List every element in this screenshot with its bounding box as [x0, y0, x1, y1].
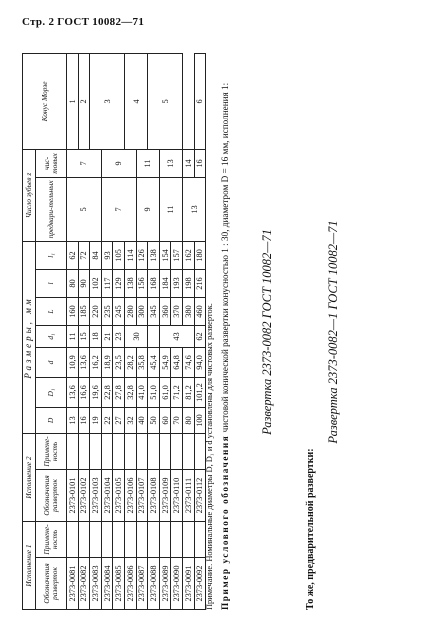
cell-designation-2: 2373-0102: [78, 470, 90, 522]
cell-l: 80: [67, 270, 79, 298]
cell-designation-2: 2373-0103: [90, 470, 102, 522]
cell-teeth-prelim: 9: [136, 177, 159, 241]
cell-L: 370: [171, 298, 183, 326]
cell-application-2: [90, 434, 102, 470]
cell-designation-2: 2373-0112: [194, 470, 206, 522]
cell-d: 45,4: [148, 348, 160, 378]
cell-designation-2: 2373-0104: [101, 470, 113, 522]
cell-designation-1: 2373-0085: [113, 558, 125, 610]
designation-finish: Развертка 2373-0082 ГОСТ 10082—71: [260, 229, 274, 435]
cell-teeth-finish: 14: [182, 149, 194, 177]
rotated-page-content: [22, 18, 392, 610]
cell-d: 54,9: [159, 348, 171, 378]
col-group-sizes: Размеры, мм: [23, 241, 36, 433]
page-header: Стр. 2 ГОСТ 10082—71: [22, 16, 145, 28]
cell-D1: 32,8: [124, 378, 136, 408]
cell-designation-2: 2373-0106: [124, 470, 136, 522]
col-l: l: [36, 270, 67, 298]
cell-d: 13,6: [78, 348, 90, 378]
col-l1: l₁: [36, 241, 67, 269]
cell-L: 185: [78, 298, 90, 326]
cell-cone: 5: [148, 53, 183, 149]
col-group-isp1: Исполнение 1: [23, 522, 36, 610]
cell-d: 18,9: [101, 348, 113, 378]
cell-l1: 72: [78, 241, 90, 269]
cell-designation-1: 2373-0088: [148, 558, 160, 610]
cell-d1: 15: [78, 326, 90, 348]
cell-cone: 3: [90, 53, 125, 149]
cell-application-2: [148, 434, 160, 470]
cell-l1: 114: [124, 241, 136, 269]
cell-teeth-prelim: 13: [182, 177, 205, 241]
table-row: [78, 53, 90, 609]
cell-designation-2: 2373-0110: [171, 470, 183, 522]
col-L: L: [36, 298, 67, 326]
col-D: D: [36, 408, 67, 434]
col-group-teeth: Число зубьев z: [23, 149, 36, 241]
designation-prelim: Развертка 2373-0082—1 ГОСТ 10082—71: [326, 220, 340, 444]
cell-d1: 30: [124, 326, 147, 348]
cell-D1: 22,8: [101, 378, 113, 408]
cell-D1: 27,8: [113, 378, 125, 408]
cell-D1: 13,6: [67, 378, 79, 408]
cell-application-1: [194, 522, 206, 558]
cell-teeth-finish: 16: [194, 149, 206, 177]
cell-designation-1: 2373-0089: [159, 558, 171, 610]
cell-D1: 19,6: [90, 378, 102, 408]
cell-designation-2: 2373-0108: [148, 470, 160, 522]
table-row: [148, 53, 160, 609]
col-application-1: Примене-ность: [36, 522, 67, 558]
cell-L: 220: [90, 298, 102, 326]
cell-l: 198: [182, 270, 194, 298]
cell-application-1: [90, 522, 102, 558]
cell-designation-2: 2373-0101: [67, 470, 79, 522]
cell-d: 16,2: [90, 348, 102, 378]
cell-D1: 71,2: [171, 378, 183, 408]
table-row: [67, 53, 79, 609]
col-teeth-finish: чис-товых: [36, 149, 67, 177]
cell-l1: 162: [182, 241, 194, 269]
cell-cone: 6: [194, 53, 206, 149]
cell-application-2: [194, 434, 206, 470]
cell-d1: 11: [67, 326, 79, 348]
cell-d1: 21: [101, 326, 113, 348]
cell-d: 23,5: [113, 348, 125, 378]
cell-l1: 126: [136, 241, 148, 269]
cell-D: 70: [171, 408, 183, 434]
cell-application-1: [78, 522, 90, 558]
table-row: [124, 53, 136, 609]
col-D1: D₁: [36, 378, 67, 408]
cell-L: 300: [136, 298, 148, 326]
cell-d1: 62: [194, 326, 206, 348]
cell-application-2: [113, 434, 125, 470]
cell-designation-1: 2373-0092: [194, 558, 206, 610]
cell-application-2: [171, 434, 183, 470]
col-d: d: [36, 348, 67, 378]
cell-cone: 2: [78, 53, 90, 149]
cell-D1: 61,0: [159, 378, 171, 408]
col-application-2: Примене-ность: [36, 434, 67, 470]
cell-designation-1: 2373-0090: [171, 558, 183, 610]
col-designation-2: Обозначения разверток: [36, 470, 67, 522]
col-designation-1: Обозначения разверток: [36, 558, 67, 610]
cell-D: 13: [67, 408, 79, 434]
cell-l1: 62: [67, 241, 79, 269]
cell-D: 60: [159, 408, 171, 434]
cell-D: 16: [78, 408, 90, 434]
cell-teeth-finish: 11: [136, 149, 159, 177]
cell-d1: [148, 326, 160, 348]
cell-D: 32: [124, 408, 136, 434]
cell-application-1: [182, 522, 194, 558]
cell-d: 28,2: [124, 348, 136, 378]
cell-application-1: [159, 522, 171, 558]
cell-designation-2: 2373-0107: [136, 470, 148, 522]
cell-l: 117: [101, 270, 113, 298]
cell-d1: 23: [113, 326, 125, 348]
cell-d1: 43: [159, 326, 194, 348]
reamer-dimensions-table: [22, 53, 206, 610]
cell-application-2: [136, 434, 148, 470]
cell-application-2: [67, 434, 79, 470]
cell-application-2: [101, 434, 113, 470]
cell-d1: 18: [90, 326, 102, 348]
cell-l: 90: [78, 270, 90, 298]
cell-designation-1: 2373-0086: [124, 558, 136, 610]
table-row: [90, 53, 102, 609]
col-d1: d₁: [36, 326, 67, 348]
col-teeth-prelim: предвари-тельных: [36, 177, 67, 241]
cell-application-1: [101, 522, 113, 558]
cell-l: 129: [113, 270, 125, 298]
cell-teeth-prelim: 7: [101, 177, 136, 241]
cell-L: 460: [194, 298, 206, 326]
cell-application-2: [124, 434, 136, 470]
cell-application-1: [124, 522, 136, 558]
cell-L: 380: [182, 298, 194, 326]
cell-l: 216: [194, 270, 206, 298]
cell-d: 64,8: [171, 348, 183, 378]
cell-application-2: [159, 434, 171, 470]
example-label: Пример условного обозначения: [220, 434, 230, 610]
cell-cone: 1: [67, 53, 79, 149]
col-cone: Конус Морзе: [23, 53, 67, 149]
table-row: [194, 53, 206, 609]
cell-l1: 84: [90, 241, 102, 269]
cell-application-1: [171, 522, 183, 558]
prelim-text: То же, предварительной развертки:: [305, 448, 316, 610]
cell-D1: 101,2: [194, 378, 206, 408]
cell-designation-1: 2373-0082: [78, 558, 90, 610]
cell-D: 22: [101, 408, 113, 434]
cell-l1: 180: [194, 241, 206, 269]
cell-designation-2: 2373-0111: [182, 470, 194, 522]
cell-application-1: [148, 522, 160, 558]
cell-L: 280: [124, 298, 136, 326]
cell-application-2: [182, 434, 194, 470]
cell-L: 360: [159, 298, 171, 326]
cell-d: 74,6: [182, 348, 194, 378]
cell-l1: 157: [171, 241, 183, 269]
cell-l: 184: [159, 270, 171, 298]
cell-l1: 154: [159, 241, 171, 269]
cell-designation-1: 2373-0087: [136, 558, 148, 610]
cell-l: 138: [124, 270, 136, 298]
cell-D: 40: [136, 408, 148, 434]
cell-L: 345: [148, 298, 160, 326]
cell-application-1: [136, 522, 148, 558]
cell-d: 94,0: [194, 348, 206, 378]
cell-l: 102: [90, 270, 102, 298]
cell-D1: 81,2: [182, 378, 194, 408]
cell-application-2: [78, 434, 90, 470]
cell-D: 100: [194, 408, 206, 434]
table-note: Примечание. Номинальные диаметры D, D₁ и d установлены для чистовых разверток.: [205, 303, 214, 610]
cell-d: 35,8: [136, 348, 148, 378]
example-paragraph: [220, 54, 232, 610]
cell-designation-2: 2373-0109: [159, 470, 171, 522]
cell-D: 80: [182, 408, 194, 434]
cell-designation-1: 2373-0084: [101, 558, 113, 610]
cell-l1: 105: [113, 241, 125, 269]
cell-designation-1: 2373-0081: [67, 558, 79, 610]
cell-application-1: [67, 522, 79, 558]
cell-D: 19: [90, 408, 102, 434]
cell-d: 10,9: [67, 348, 79, 378]
cell-L: 160: [67, 298, 79, 326]
cell-D1: 41,0: [136, 378, 148, 408]
cell-designation-2: 2373-0105: [113, 470, 125, 522]
cell-D1: 51,0: [148, 378, 160, 408]
cell-cone: 4: [124, 53, 147, 149]
cell-D: 27: [113, 408, 125, 434]
cell-teeth-prelim: 11: [159, 177, 182, 241]
cell-l1: 93: [101, 241, 113, 269]
cell-L: 235: [101, 298, 113, 326]
cell-teeth-finish: 9: [101, 149, 136, 177]
cell-application-1: [113, 522, 125, 558]
cell-teeth-prelim: 5: [67, 177, 102, 241]
cell-D: 50: [148, 408, 160, 434]
cell-D1: 16,6: [78, 378, 90, 408]
cell-teeth-finish: 13: [159, 149, 182, 177]
example-text: чистовой конической развертки конусностью 1 : 30, диаметром D = 16 мм, исполнения 1:: [220, 82, 230, 433]
cell-l: 193: [171, 270, 183, 298]
cell-designation-1: 2373-0091: [182, 558, 194, 610]
cell-designation-1: 2373-0083: [90, 558, 102, 610]
col-group-isp2: Исполнение 2: [23, 434, 36, 522]
cell-L: 245: [113, 298, 125, 326]
cell-teeth-finish: 7: [67, 149, 102, 177]
cell-l: 156: [136, 270, 148, 298]
cell-l1: 138: [148, 241, 160, 269]
cell-l: 168: [148, 270, 160, 298]
